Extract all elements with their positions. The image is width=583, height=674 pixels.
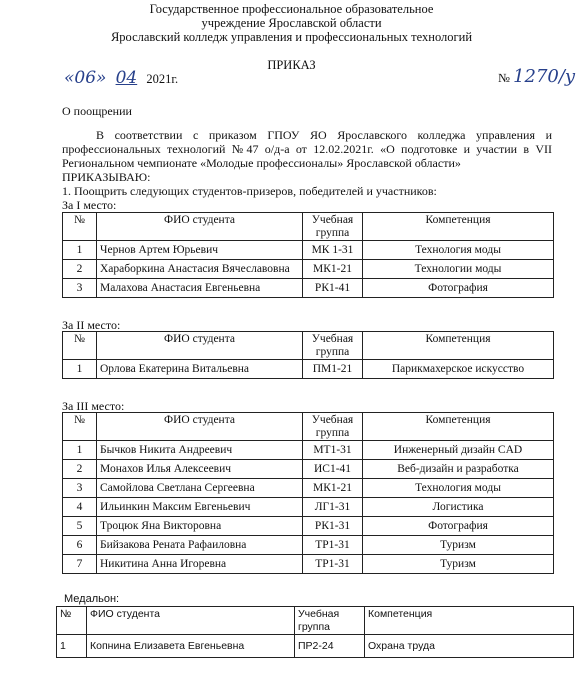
place-4-table [56,606,574,658]
table-cell: 6 [63,536,97,555]
table-cell: РК1-31 [303,517,363,536]
place-3-table [62,412,554,574]
table-cell: Копнина Елизавета Евгеньевна [87,635,295,658]
intro-line-3: Региональном чемпионате «Молодые профессионалы» Ярославской области» [62,156,461,170]
table-cell: МК 1-31 [303,241,363,260]
table-header-row [63,413,554,441]
col-comp: Компетенция [363,213,554,241]
order-number [498,66,575,87]
table-cell: 4 [63,498,97,517]
header-line-3: Ярославский колледж управления и профессиональных технологий [110,30,473,44]
table-cell: Троцюк Яна Викторовна [97,517,303,536]
table-cell: 3 [63,479,97,498]
table-cell: 1 [63,241,97,260]
table-row [57,635,574,658]
table-cell: 1 [57,635,87,658]
place-4-label: Медальон: [64,593,120,605]
table-cell: ИС1-41 [303,460,363,479]
table-cell: МК1-21 [303,260,363,279]
table-cell: РК1-41 [303,279,363,298]
table-cell: 7 [63,555,97,574]
table-cell: Орлова Екатерина Витальевна [97,360,303,379]
place-1-label: За I место: [62,198,117,212]
table-cell: Инженерный дизайн CAD [363,441,554,460]
table-cell: Монахов Илья Алексеевич [97,460,303,479]
order-item-1: 1. Поощрить следующих студентов-призеров, победителей и участников: [62,184,437,198]
table-row [63,360,554,379]
table-cell: ЛГ1-31 [303,498,363,517]
table-row [63,241,554,260]
order-day: «06» [64,68,107,88]
table-cell: Хараборкина Анастасия Вячеславовна [97,260,303,279]
institution-header [0,2,583,44]
col-name: ФИО студента [87,607,295,635]
place-2-label: За II место: [62,318,121,332]
table-cell: Технологии моды [363,260,554,279]
order-subject: О поощрении [62,104,132,118]
table-cell: 1 [63,360,97,379]
table-cell: МТ1-31 [303,441,363,460]
table-cell: 2 [63,260,97,279]
table-row [63,279,554,298]
col-comp: Компетенция [363,413,554,441]
table-cell: 3 [63,279,97,298]
table-cell: Бычков Никита Андреевич [97,441,303,460]
order-number-value: 1270/у [513,66,576,87]
col-group: Учебная группа [303,332,363,360]
table-row [63,260,554,279]
table-row [63,555,554,574]
col-num: № [57,607,87,635]
table-header-row [57,607,574,635]
order-year: 2021г. [146,72,179,86]
table-cell: Парикмахерское искусство [363,360,554,379]
table-cell: Веб-дизайн и разработка [363,460,554,479]
table-row [63,441,554,460]
table-cell: Самойлова Светлана Сергеевна [97,479,303,498]
table-cell: Ильинкин Максим Евгеньевич [97,498,303,517]
order-intro [62,128,552,198]
place-1-table [62,212,554,298]
table-cell: Охрана труда [365,635,574,658]
table-header-row [63,213,554,241]
header-line-1: Государственное профессиональное образовательное [149,2,434,16]
table-cell: Туризм [363,536,554,555]
table-cell: ПМ1-21 [303,360,363,379]
order-date [64,68,178,88]
table-cell: Бийзакова Рената Рафаиловна [97,536,303,555]
table-cell: 1 [63,441,97,460]
table-row [63,517,554,536]
col-num: № [63,332,97,360]
table-cell: Технология моды [363,479,554,498]
table-row [63,536,554,555]
table-cell: ТР1-31 [303,536,363,555]
table-cell: 2 [63,460,97,479]
col-name: ФИО студента [97,413,303,441]
header-line-2: учреждение Ярославской области [201,16,382,30]
col-num: № [63,213,97,241]
intro-line-2: профессиональных технологий №47 о/д-а от 12.02.2021г. «О подготовке и участии в VII [62,142,552,156]
col-name: ФИО студента [97,332,303,360]
table-row [63,479,554,498]
table-cell: ТР1-31 [303,555,363,574]
place-3-label: За III место: [62,399,125,413]
order-word: ПРИКАЗЫВАЮ: [62,170,151,184]
table-cell: Чернов Артем Юрьевич [97,241,303,260]
col-group: Учебная группа [303,213,363,241]
col-group: Учебная группа [295,607,365,635]
table-cell: Технология моды [363,241,554,260]
col-comp: Компетенция [365,607,574,635]
table-cell: Логистика [363,498,554,517]
table-cell: ПР2-24 [295,635,365,658]
table-header-row [63,332,554,360]
col-group: Учебная группа [303,413,363,441]
table-cell: Туризм [363,555,554,574]
col-num: № [63,413,97,441]
table-cell: Фотография [363,279,554,298]
table-row [63,460,554,479]
col-comp: Компетенция [363,332,554,360]
table-cell: МК1-21 [303,479,363,498]
order-title: ПРИКАЗ [267,58,316,72]
table-cell: Фотография [363,517,554,536]
table-cell: Малахова Анастасия Евгеньевна [97,279,303,298]
col-name: ФИО студента [97,213,303,241]
table-cell: Никитина Анна Игоревна [97,555,303,574]
place-2-table [62,331,554,379]
order-number-prefix: № [498,71,510,85]
table-row [63,498,554,517]
intro-line-1: В соответствии с приказом ГПОУ ЯО Ярославского колледжа управления и [96,128,552,142]
order-month: 04 [115,68,138,88]
table-cell: 5 [63,517,97,536]
